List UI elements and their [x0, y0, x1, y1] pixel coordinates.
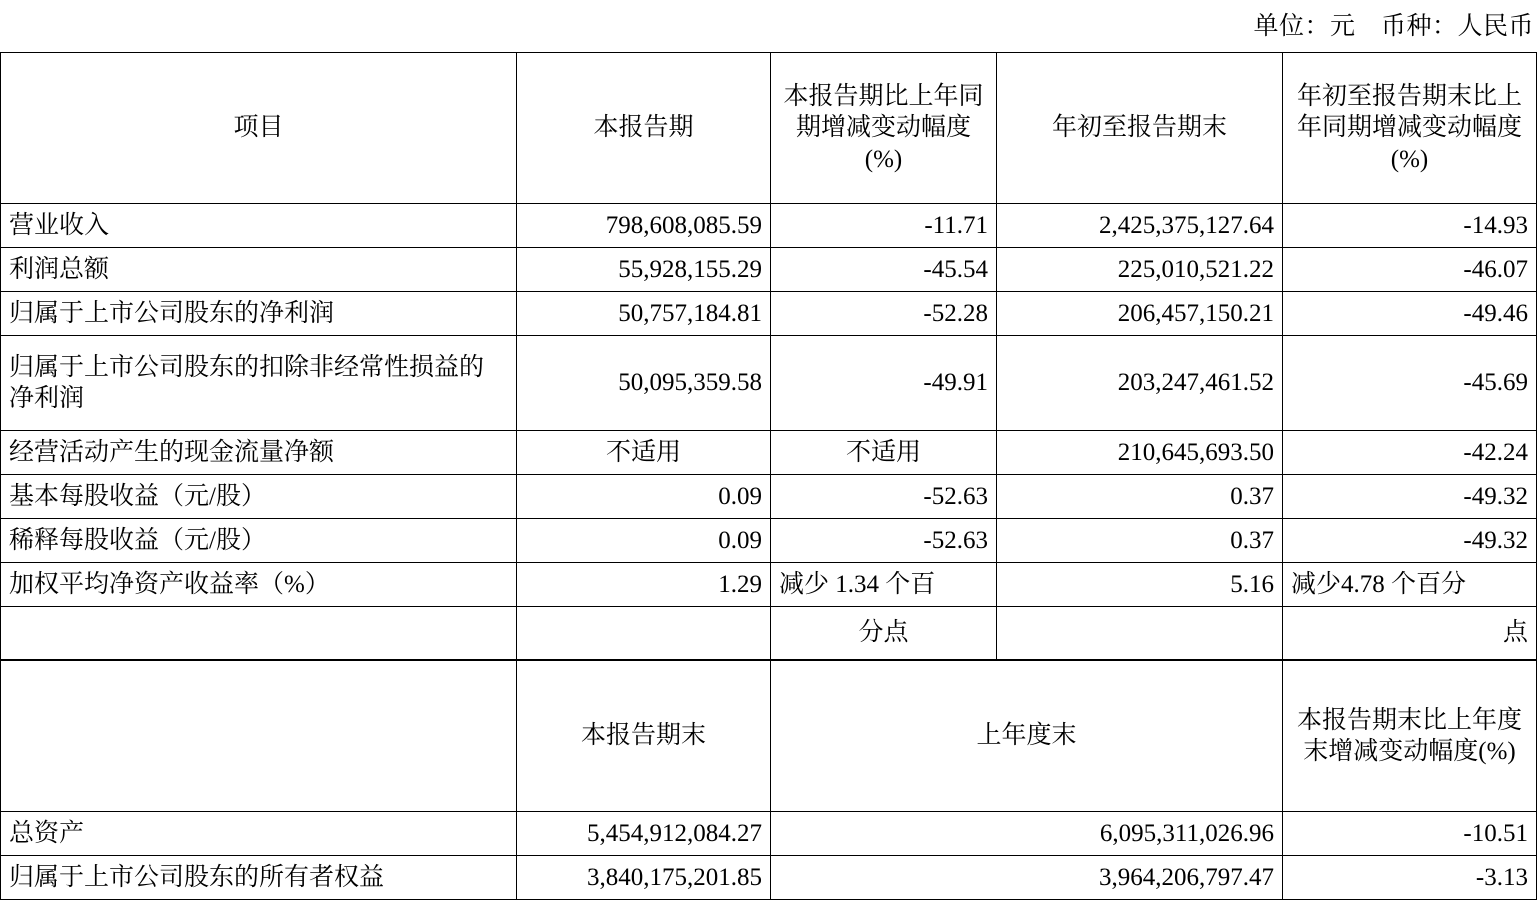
- row-current: 798,608,085.59: [517, 204, 771, 248]
- table-row: [1, 519, 1537, 563]
- row-ytd: 2,425,375,127.64: [997, 204, 1283, 248]
- row-change: -10.51: [1283, 812, 1537, 856]
- row-label: 利润总额: [1, 248, 517, 292]
- header-ytd-change: 年初至报告期末比上年同期增减变动幅度(%): [1283, 53, 1537, 204]
- row-change: -45.54: [771, 248, 997, 292]
- quarterly-financial-table: [0, 52, 1537, 660]
- row-ytd: 0.37: [997, 519, 1283, 563]
- overflow-empty-ytd: [997, 607, 1283, 660]
- header-ytd: 年初至报告期末: [997, 53, 1283, 204]
- row-ytd-change: -45.69: [1283, 336, 1537, 431]
- row-label: 归属于上市公司股东的扣除非经常性损益的净利润: [1, 336, 517, 431]
- unit-note: 单位：元 币种：人民币: [1253, 13, 1534, 40]
- header-period-end: 本报告期末: [517, 661, 771, 812]
- balance-sheet-table: [0, 660, 1537, 900]
- row-ytd-change: -46.07: [1283, 248, 1537, 292]
- row-label: 归属于上市公司股东的净利润: [1, 292, 517, 336]
- table-row: [1, 812, 1537, 856]
- row-ytd-change: 减少4.78 个百分: [1283, 563, 1537, 607]
- header-last-year-end: 上年度末: [771, 661, 1283, 812]
- overflow-empty-item: [1, 607, 517, 660]
- row-change: -52.28: [771, 292, 997, 336]
- row-change: 减少 1.34 个百: [771, 563, 997, 607]
- table-row-overflow: [1, 607, 1537, 660]
- row-label: 总资产: [1, 812, 517, 856]
- row-current: 50,757,184.81: [517, 292, 771, 336]
- header-period-change: 本报告期末比上年度末增减变动幅度(%): [1283, 661, 1537, 812]
- row-change: 不适用: [771, 431, 997, 475]
- table-row: [1, 856, 1537, 900]
- row-change: -11.71: [771, 204, 997, 248]
- overflow-empty-current: [517, 607, 771, 660]
- overflow-change: 分点: [771, 607, 997, 660]
- row-change: -3.13: [1283, 856, 1537, 900]
- table-row: [1, 475, 1537, 519]
- row-current: 1.29: [517, 563, 771, 607]
- row-ytd: 210,645,693.50: [997, 431, 1283, 475]
- row-label: 稀释每股收益（元/股）: [1, 519, 517, 563]
- table-row: [1, 204, 1537, 248]
- header-item: 项目: [1, 53, 517, 204]
- table-row: [1, 248, 1537, 292]
- row-period-end: 5,454,912,084.27: [517, 812, 771, 856]
- row-ytd: 5.16: [997, 563, 1283, 607]
- table2-header-row: [1, 661, 1537, 812]
- table-row: [1, 431, 1537, 475]
- row-ytd-change: -42.24: [1283, 431, 1537, 475]
- overflow-ytd-change: 点: [1283, 607, 1537, 660]
- header-current-period: 本报告期: [517, 53, 771, 204]
- row-ytd-change: -49.32: [1283, 519, 1537, 563]
- row-ytd: 225,010,521.22: [997, 248, 1283, 292]
- row-ytd: 0.37: [997, 475, 1283, 519]
- header-empty: [1, 661, 517, 812]
- row-last-year-end: 6,095,311,026.96: [771, 812, 1283, 856]
- row-current: 50,095,359.58: [517, 336, 771, 431]
- row-ytd: 203,247,461.52: [997, 336, 1283, 431]
- row-last-year-end: 3,964,206,797.47: [771, 856, 1283, 900]
- row-label: 营业收入: [1, 204, 517, 248]
- row-current: 55,928,155.29: [517, 248, 771, 292]
- row-period-end: 3,840,175,201.85: [517, 856, 771, 900]
- row-current: 0.09: [517, 519, 771, 563]
- row-change: -52.63: [771, 519, 997, 563]
- row-label: 基本每股收益（元/股）: [1, 475, 517, 519]
- row-change: -49.91: [771, 336, 997, 431]
- table-row: [1, 563, 1537, 607]
- header-current-change: 本报告期比上年同期增减变动幅度(%): [771, 53, 997, 204]
- row-current: 不适用: [517, 431, 771, 475]
- table-header-row: [1, 53, 1537, 204]
- row-ytd-change: -49.32: [1283, 475, 1537, 519]
- row-current: 0.09: [517, 475, 771, 519]
- table-row: [1, 336, 1537, 431]
- table-row: [1, 292, 1537, 336]
- row-label: 加权平均净资产收益率（%）: [1, 563, 517, 607]
- row-ytd: 206,457,150.21: [997, 292, 1283, 336]
- row-label: 经营活动产生的现金流量净额: [1, 431, 517, 475]
- row-label: 归属于上市公司股东的所有者权益: [1, 856, 517, 900]
- row-change: -52.63: [771, 475, 997, 519]
- row-ytd-change: -49.46: [1283, 292, 1537, 336]
- row-ytd-change: -14.93: [1283, 204, 1537, 248]
